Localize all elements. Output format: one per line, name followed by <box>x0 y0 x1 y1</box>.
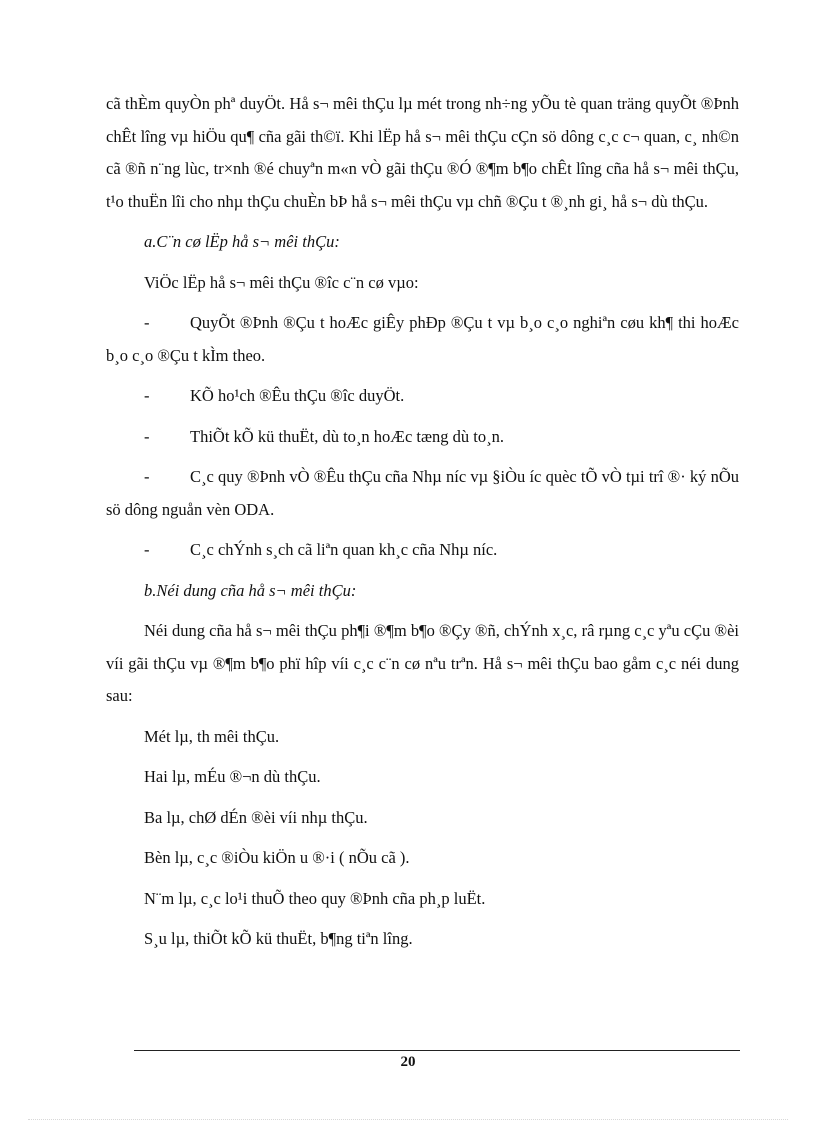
bullet-dash: - <box>144 386 150 405</box>
list-item: Hai lµ, mÉu ®¬n dù thÇu. <box>144 767 321 786</box>
bullet-item <box>106 380 739 413</box>
list-item: S¸u lµ, thiÕt kÕ kü thuËt, b¶ng tiªn lîng. <box>144 929 413 948</box>
bullet-item <box>106 534 739 567</box>
list-item: Mét lµ, th mêi thÇu. <box>144 726 280 746</box>
bullet-text: C¸c quy ®Þnh vÒ ®Êu thÇu cña Nhµ níc vµ §iÒu íc quèc tÕ vÒ tµi trî ®· ký nÕu sö dông nguån vèn ODA. <box>106 467 739 519</box>
bullet-item <box>106 461 739 526</box>
bullet-dash: - <box>144 467 150 486</box>
bullet-text: KÕ ho¹ch ®Êu thÇu ®îc duyÖt. <box>190 386 405 405</box>
list-item: N¨m lµ, c¸c lo¹i thuÕ theo quy ®Þnh cña ph¸p luËt. <box>144 888 486 908</box>
paragraph-basis-intro: ViÖc lËp hå s¬ mêi thÇu ®îc c¨n cø vµo: <box>144 272 419 292</box>
footer-rule <box>134 1050 740 1051</box>
bullet-item <box>106 421 739 454</box>
list-item: Bèn lµ, c¸c ®iÒu kiÖn u ®·i ( nÕu cã ). <box>144 848 410 867</box>
bullet-text: QuyÕt ®Þnh ®Çu t hoÆc giÊy phÐp ®Çu t vµ b¸o c¸o nghiªn cøu kh¶ thi hoÆc b¸o c¸o ®Çu t kÌm theo. <box>106 313 739 365</box>
bullet-dash: - <box>144 426 150 446</box>
paragraph-intro: cã thÈm quyÒn phª duyÖt. Hå s¬ mêi thÇu lµ mét trong nh÷ng yÕu tè quan träng quyÕt ®Þnh chÊt lîng vµ hiÖu qu¶ cña gãi th©ï. Khi lËp hå s¬ mêi thÇu cÇn sö dông c¸c c¬ quan, c¸ nh©n cã ®ñ n¨ng lùc, tr×nh ®é chuyªn m«n vÒ gãi thÇu ®Ó ®¶m b¶o chÊt lîng cña hå s¬ mêi thÇu, t¹o thuËn lîi cho nhµ thÇu chuÈn bÞ hå s¬ mêi thÇu vµ chñ ®Çu t ®¸nh gi¸ hå s¬ dù thÇu. <box>106 94 739 211</box>
list-item: Ba lµ, chØ dÉn ®èi víi nhµ thÇu. <box>144 807 368 827</box>
body-text <box>106 88 739 964</box>
bullet-dash: - <box>144 540 150 559</box>
heading-b: b.Néi dung cña hå s¬ mêi thÇu: <box>144 580 357 600</box>
bullet-item <box>106 307 739 372</box>
heading-a: a.C¨n cø lËp hå s¬ mêi thÇu: <box>144 232 340 251</box>
bullet-text: ThiÕt kÕ kü thuËt, dù to¸n hoÆc tæng dù to¸n. <box>190 426 504 446</box>
bullet-dash: - <box>144 313 150 332</box>
bullet-text: C¸c chÝnh s¸ch cã liªn quan kh¸c cña Nhµ níc. <box>190 540 498 559</box>
page-number: 20 <box>400 1054 416 1070</box>
paragraph-content-intro: Néi dung cña hå s¬ mêi thÇu ph¶i ®¶m b¶o ®Çy ®ñ, chÝnh x¸c, râ rµng c¸c yªu cÇu ®èi víi gãi thÇu vµ ®¶m b¶o phï hîp víi c¸c c¨n cø nªu trªn. Hå s¬ mêi thÇu bao gåm c¸c néi dung sau: <box>106 621 739 705</box>
page-bottom-edge <box>28 1119 788 1120</box>
